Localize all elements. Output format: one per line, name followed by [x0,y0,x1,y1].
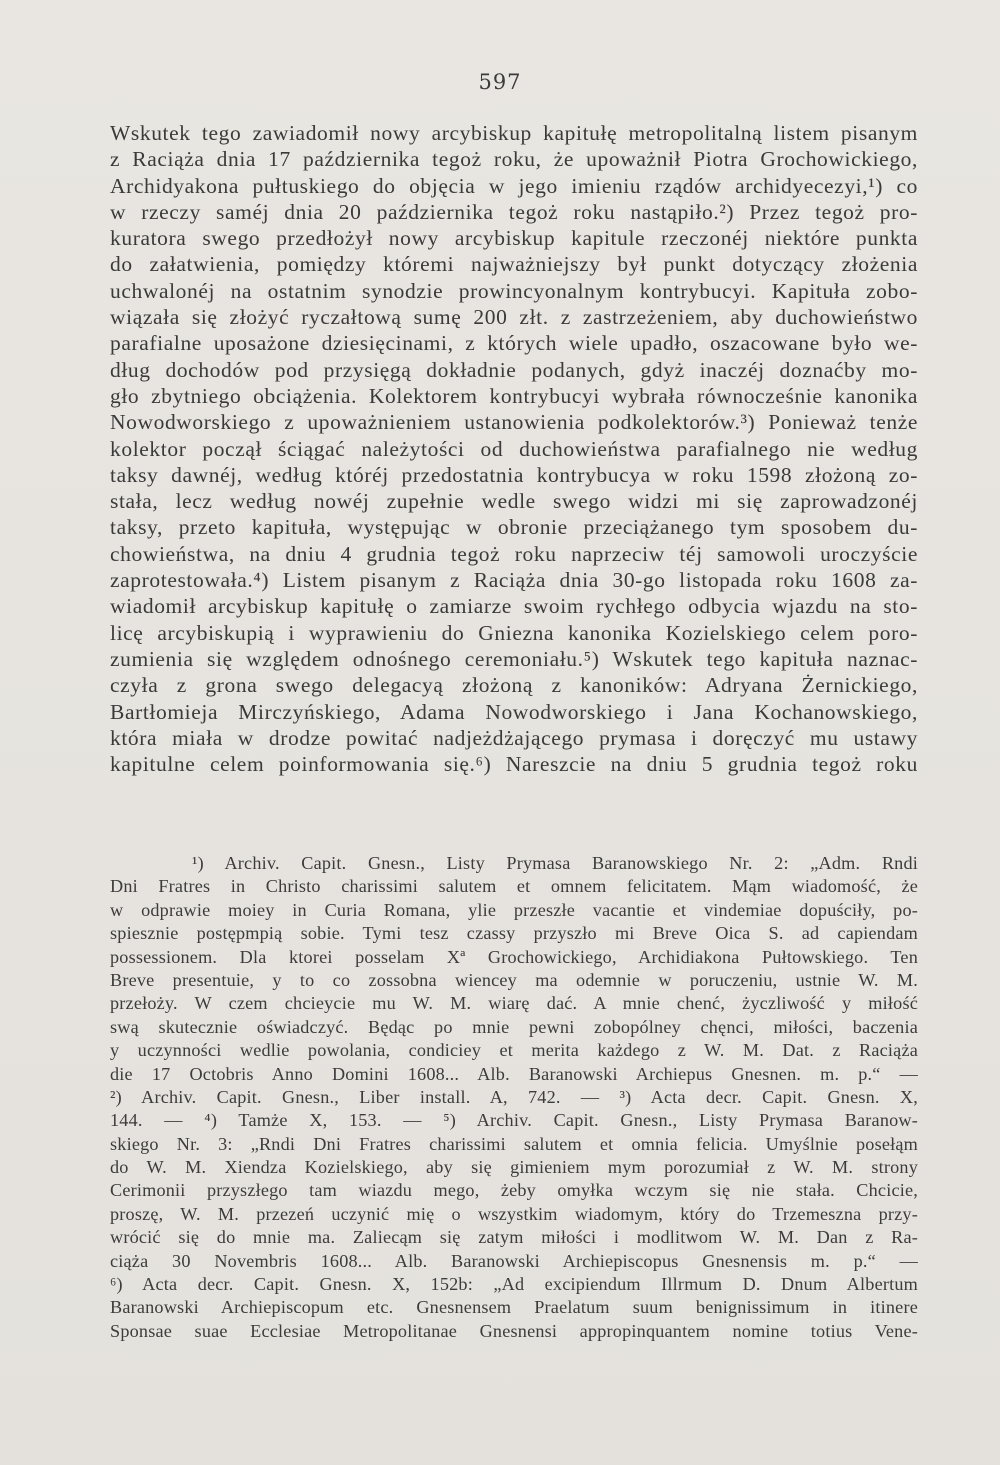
footnote-line: Sponsae suae Ecclesiae Metropolitanae Gnesnensi appropinquantem nomine totius Vene- [110,1320,918,1341]
body-line: taksy, przeto kapituła, występując w obronie przeciążanego tym sposobem du- [110,515,918,540]
body-line: Archidyakona pułtuskiego do objęcia w jego imieniu rządów archidyecezyi,¹) co [110,173,918,198]
footnote-line: possessionem. Dla ktorei posselam Xª Grochowickiego, Archidiakona Pułtowskiego. Ten [110,946,918,967]
footnote-line: spiesznie postępmpią sobie. Tymi tesz czassy przyszło mi Breve Oica S. ad capiendam [110,923,918,944]
body-line: taksy dawnéj, według któréj przedostatnia kontrybucya w roku 1598 złożoną zo- [110,462,918,487]
body-line: czyła z grona swego delegacyą złożoną z kanoników: Adryana Żernickiego, [110,673,918,698]
body-line: dług dochodów pod przysięgą dokładnie podanych, gdyż inaczéj doznaćby mo- [110,357,918,382]
body-line: stała, lecz według nowéj zupełnie wedle swego widzi mi się zaprowadzonéj [110,489,918,514]
body-line: do załatwienia, pomiędzy któremi najważniejszy był punkt dotyczący złożenia [110,252,918,277]
footnote-line: die 17 Octobris Anno Domini 1608... Alb. Baranowski Archiepus Gnesnen. m. p.“ — [110,1063,918,1084]
footnote-line: skiego Nr. 3: „Rndi Dni Fratres charissimi salutem et omnia felicia. Umyślnie posełąm [110,1133,918,1154]
body-line: gło zbytniego obciążenia. Kolektorem kontrybucyi wybrała równocześnie kanonika [110,383,918,408]
body-line: kolektor począł ściągać należytości od duchowieństwa parafialnego nie według [110,436,918,461]
body-line: Bartłomieja Mirczyńskiego, Adama Nowodworskiego i Jana Kochanowskiego, [110,699,918,724]
footnote-line: Dni Fratres in Christo charissimi salutem et omnem felicitatem. Mąm wiadomość, że [110,876,918,897]
footnote-line: ⁶) Acta decr. Capit. Gnesn. X, 152b: „Ad excipiendum Illrmum D. Dnum Albertum [110,1274,918,1295]
footnote-line: ²) Archiv. Capit. Gnesn., Liber install. A, 742. — ³) Acta decr. Capit. Gnesn. X, [110,1086,918,1107]
body-line: uchwalonéj na ostatnim synodzie prowincyonalnym kontrybucyi. Kapituła zobo- [110,278,918,303]
footnote-line: Breve presentuie, y to co zossobna wiencey ma odemnie w poruczeniu, ustnie W. M. [110,969,918,990]
body-line: wiadomił arcybiskup kapitułę o zamiarze swoim rychłego odbycia wjazdu na sto- [110,594,918,619]
body-line: zaprotestowała.⁴) Listem pisanym z Raciąża dnia 30-go listopada roku 1608 za- [110,568,918,593]
body-line: która miała w drodze powitać nadjeżdżającego prymasa i doręczyć mu ustawy [110,725,918,750]
body-line: kapitulne celem poinformowania się.⁶) Nareszcie na dniu 5 grudnia tegoż roku [110,752,918,777]
footnote-line: Baranowski Archiepiscopum etc. Gnesnensem Praelatum suum benignissimum in itinere [110,1297,918,1318]
footnotes [110,852,918,1343]
footnote-line: Cerimonii przyszłego tam wiazdu mego, żeby omyłka wczym się nie stała. Chcicie, [110,1180,918,1201]
footnote-line: 144. — ⁴) Tamże X, 153. — ⁵) Archiv. Capit. Gnesn., Listy Prymasa Baranow- [110,1110,918,1131]
footnote-line: ciąża 30 Novembris 1608... Alb. Baranowski Archiepiscopus Gnesnensis m. p.“ — [110,1250,918,1271]
body-line: wiązała się złożyć ryczałtową sumę 200 złt. z zastrzeżeniem, aby duchowieństwo [110,305,918,330]
body-line: chowieństwa, na dniu 4 grudnia tegoż roku naprzeciw téj samowoli uroczyście [110,541,918,566]
body-line: w rzeczy saméj dnia 20 października tegoż roku nastąpiło.²) Przez tegoż pro- [110,199,918,224]
body-line: parafialne uposażone dziesięcinami, z których wiele upadło, oszacowane było we- [110,331,918,356]
footnote-line: ¹) Archiv. Capit. Gnesn., Listy Prymasa Baranowskiego Nr. 2: „Adm. Rndi [192,853,918,873]
body-line: kuratora swego przedłożył nowy arcybiskup kapitule rzeczonéj niektóre punkta [110,226,918,251]
footnote-line: do W. M. Xiendza Kozielskiego, aby się gimieniem mym porozumiał z W. M. strony [110,1157,918,1178]
footnote-line: wrócić się do mnie ma. Zaliecąm się zatym miłości i modlitwom W. M. Dan z Ra- [110,1227,918,1248]
body-line: z Raciąża dnia 17 października tegoż roku, że upoważnił Piotra Grochowickiego, [110,147,918,172]
footnote-line: swą skutecznie oświadczyć. Będąc po mnie pewni zobopólney chęnci, miłości, baczenia [110,1016,918,1037]
footnote-line: proszę, W. M. przezeń uczynić mię o wszystkim wiadomym, który do Trzemeszna przy- [110,1203,918,1224]
footnote-line: w odprawie moiey in Curia Romana, ylie przeszłe vacantie et vindemiae dopuściły, po- [110,899,918,920]
footnote-line: przełoży. W czem chcieycie mu W. M. wiarę dać. A mnie chenć, życzliwość y miłość [110,993,918,1014]
page-number: 597 [478,70,522,94]
main-text [110,120,918,777]
body-line: zumienia się względem odnośnego ceremoniału.⁵) Wskutek tego kapituła naznac- [110,646,918,671]
body-line: licę arcybiskupią i wyprawieniu do Gniezna kanonika Kozielskiego celem poro- [110,620,918,645]
footnote-line: y uczynności wedlie powolania, condiciey et merita każdego z W. M. Dat. z Raciąża [110,1040,918,1061]
body-line: Wskutek tego zawiadomił nowy arcybiskup kapitułę metropolitalną listem pisanym [110,121,918,145]
body-line: Nowodworskiego z upoważnieniem ustanowienia podkolektorów.³) Ponieważ tenże [110,410,918,435]
